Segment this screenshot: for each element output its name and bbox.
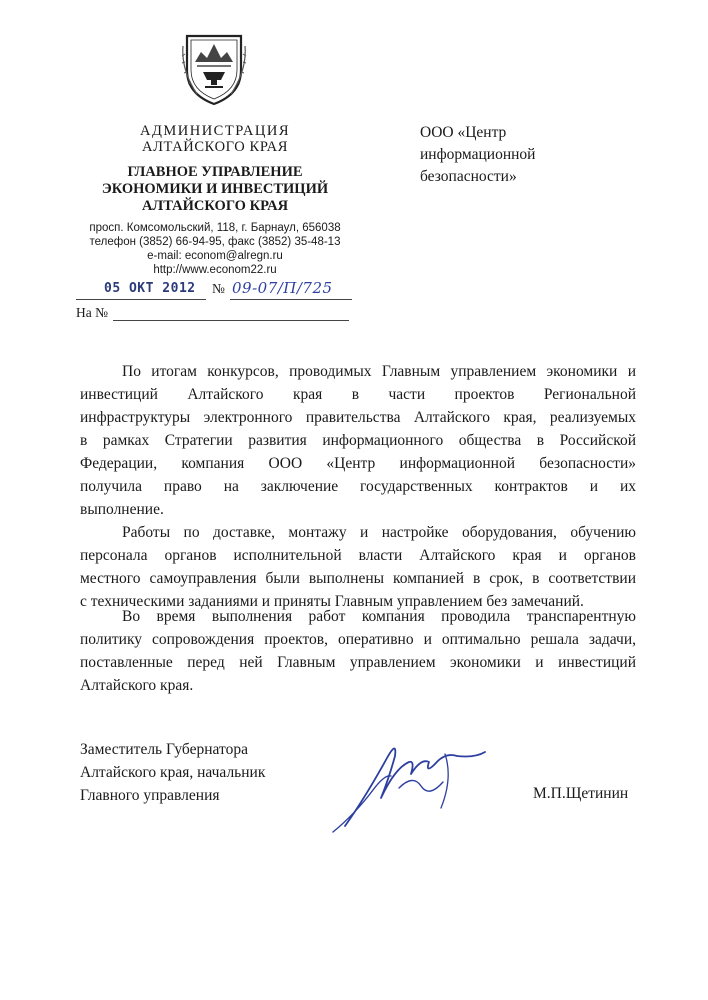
body-p2-line4: с техническими заданиями и приняты Главным управлением без замечаний. bbox=[80, 593, 584, 610]
body-p2-line1: Работы по доставке, монтажу и настройке оборудования, обучению bbox=[122, 524, 636, 541]
body-p3-line1: Во время выполнения работ компания проводила транспарентную bbox=[122, 608, 636, 625]
body-p1-line4: в рамках Стратегии развития информационного общества в Российской bbox=[80, 432, 636, 449]
org-admin-title: АДМИНИСТРАЦИЯ bbox=[140, 123, 290, 139]
date-stamp: 05 ОКТ 2012 bbox=[104, 281, 196, 296]
body-p1-line2: инвестиций Алтайского края в части проектов Региональной bbox=[80, 386, 636, 403]
coat-of-arms-emblem bbox=[181, 30, 247, 106]
signer-position-line3: Главного управления bbox=[80, 787, 220, 804]
body-p2-line2: персонала органов исполнительной власти Алтайского края и органов bbox=[80, 547, 636, 564]
org-admin-region: АЛТАЙСКОГО КРАЯ bbox=[142, 139, 288, 155]
signer-position-line2: Алтайского края, начальник bbox=[80, 764, 266, 781]
outgoing-number: 09-07/П/725 bbox=[232, 279, 333, 297]
handwritten-signature bbox=[325, 728, 490, 838]
contact-email: e-mail: econom@alregn.ru bbox=[147, 250, 283, 262]
body-p2-line3: местного самоуправления были выполнены компанией в срок, в соответствии bbox=[80, 570, 636, 587]
number-label: № bbox=[212, 281, 225, 296]
recipient-line1: ООО «Центр bbox=[420, 124, 507, 141]
signer-position-line1: Заместитель Губернатора bbox=[80, 741, 248, 758]
dept-title-line2: ЭКОНОМИКИ И ИНВЕСТИЦИЙ bbox=[101, 181, 329, 197]
contact-website: http://www.econom22.ru bbox=[153, 264, 277, 276]
dept-title-line3: АЛТАЙСКОГО КРАЯ bbox=[141, 198, 289, 214]
recipient-line3: безопасности» bbox=[420, 168, 517, 185]
body-p3-line2: политику сопровождения проектов, оперативно и оптимально решала задачи, bbox=[80, 631, 636, 648]
signer-name: М.П.Щетинин bbox=[533, 785, 629, 802]
number-underline bbox=[230, 299, 352, 300]
body-p1-line3: инфраструктуры электронного правительства Алтайского края, реализуемых bbox=[80, 409, 636, 426]
date-underline bbox=[76, 299, 206, 300]
body-p3-line3: поставленные перед ней Главным управлением экономики и инвестиций bbox=[80, 654, 636, 671]
body-p1-line6: получила право на заключение государственных контрактов и их bbox=[80, 478, 636, 495]
dept-title-line1: ГЛАВНОЕ УПРАВЛЕНИЕ bbox=[127, 164, 303, 180]
reference-underline bbox=[113, 320, 349, 321]
contact-address: просп. Комсомольский, 118, г. Барнаул, 656038 bbox=[89, 222, 341, 234]
body-p3-line4: Алтайского края. bbox=[80, 677, 194, 694]
recipient-line2: информационной bbox=[420, 146, 536, 163]
body-p1-line7: выполнение. bbox=[80, 501, 164, 518]
reference-label: На № bbox=[76, 305, 108, 320]
body-p1-line5: Федерации, компания ООО «Центр информационной безопасности» bbox=[80, 455, 636, 472]
body-p1-line1: По итогам конкурсов, проводимых Главным управлением экономики и bbox=[122, 363, 636, 380]
contact-phone: телефон (3852) 66-94-95, факс (3852) 35-48-13 bbox=[89, 236, 341, 248]
